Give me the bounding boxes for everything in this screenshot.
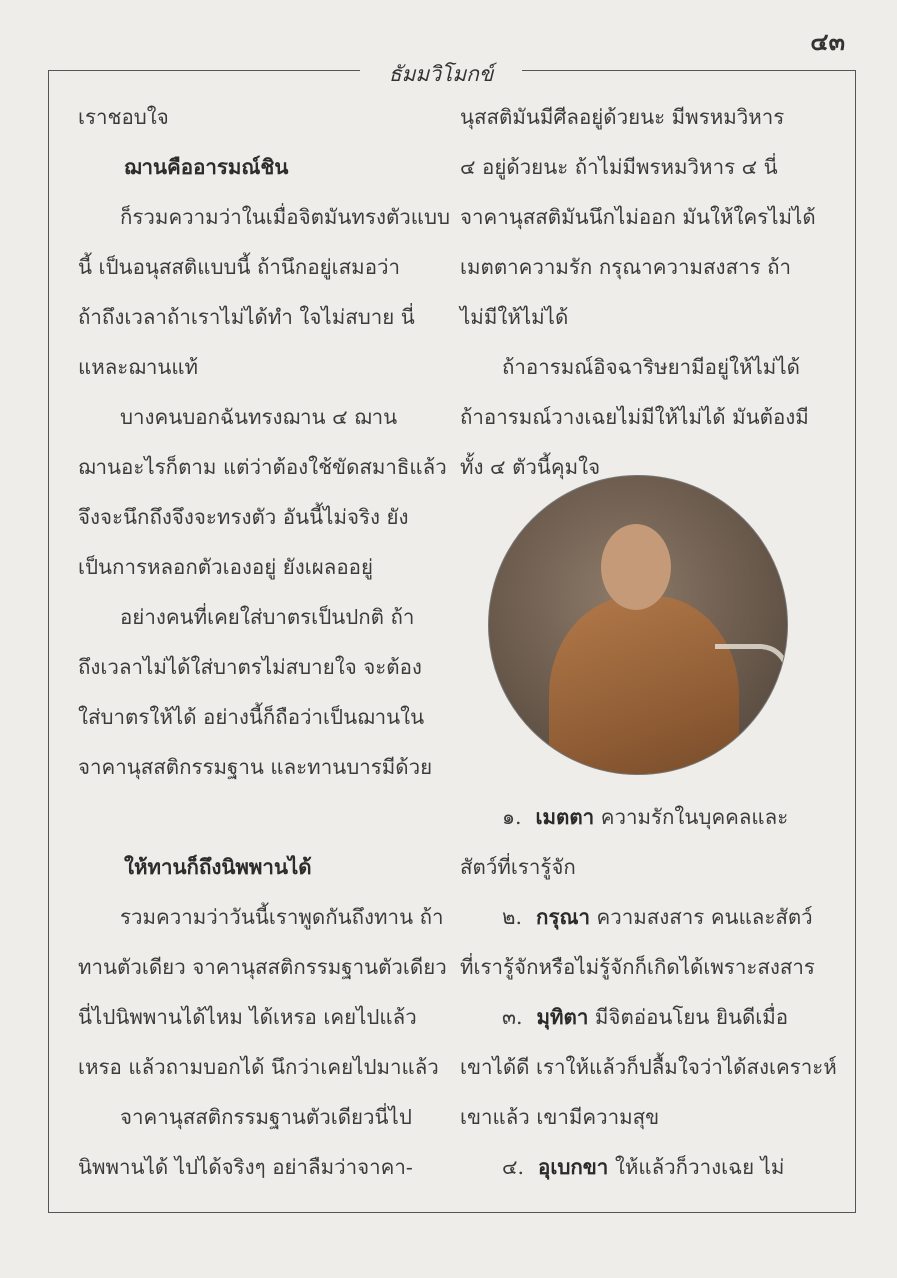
item-number: ๓. (502, 1005, 523, 1029)
text-line: ฌานอะไรก็ตาม แต่ว่าต้องใช้ขัดสมาธิแล้ว (78, 455, 447, 479)
text-line: แหละฌานแท้ (78, 355, 199, 379)
text-line: บางคนบอกฉันทรงฌาน ๔ ฌาน (120, 405, 398, 429)
list-item (460, 792, 822, 842)
section-heading: ฌานคืออารมณ์ชิน (124, 155, 289, 179)
item-text: มีจิตอ่อนโยน ยินดีเมื่อ (594, 1005, 789, 1029)
text-line: ถ้าอารมณ์อิจฉาริษยามีอยู่ให้ไม่ได้ (502, 355, 800, 379)
item-text: ให้แล้วก็วางเฉย ไม่ (614, 1155, 785, 1179)
text-line: นี้ เป็นอนุสสติแบบนี้ ถ้านึกอยู่เสมอว่า (78, 255, 401, 279)
item-number: ๒. (502, 905, 523, 929)
text-line: ถ้าอารมณ์วางเฉยไม่มีให้ไม่ได้ มันต้องมี (460, 405, 809, 429)
text-line: นุสสติมันมีศีลอยู่ด้วยนะ มีพรหมวิหาร (460, 105, 785, 129)
text-line: นี่ไปนิพพานได้ไหม ได้เหรอ เคยไปแล้ว (78, 1005, 417, 1029)
monk-portrait-photo (488, 475, 788, 775)
item-number: ๔. (502, 1155, 525, 1179)
text-line: ถ้าถึงเวลาถ้าเราไม่ได้ทำ ใจไม่สบาย นี่ (78, 305, 415, 329)
text-line: สัตว์ที่เรารู้จัก (460, 855, 576, 879)
text-line: จาคานุสสติกรรมฐาน และทานบารมีด้วย (78, 755, 433, 779)
section-heading: ให้ทานก็ถึงนิพพานได้ (124, 855, 312, 879)
text-line: เหรอ แล้วถามบอกได้ นึกว่าเคยไปมาแล้ว (78, 1055, 439, 1079)
text-line: จาคานุสสติมันนึกไม่ออก มันให้ใครไม่ได้ (460, 205, 816, 229)
text-line: ก็รวมความว่าในเมื่อจิตมันทรงตัวแบบ (120, 205, 451, 229)
text-line: ไม่มีให้ไม่ได้ (460, 305, 569, 329)
text-line: เขาได้ดี เราให้แล้วก็ปลื้มใจว่าได้สงเคราะห์ (460, 1055, 837, 1079)
text-line: อย่างคนที่เคยใส่บาตรเป็นปกติ ถ้า (120, 605, 415, 629)
text-line: นิพพานได้ ไปได้จริงๆ อย่าลืมว่าจาคา- (78, 1155, 413, 1179)
text-line: ถึงเวลาไม่ได้ใส่บาตรไม่สบายใจ จะต้อง (78, 655, 422, 679)
robe-shape (549, 596, 739, 775)
list-item (460, 1142, 822, 1192)
list-item (460, 992, 822, 1042)
text-line: เมตตาความรัก กรุณาความสงสาร ถ้า (460, 255, 792, 279)
text-line: ทานตัวเดียว จาคานุสสติกรรมฐานตัวเดียว (78, 955, 447, 979)
text-line: ๔ อยู่ด้วยนะ ถ้าไม่มีพรหมวิหาร ๔ นี่ (460, 155, 778, 179)
item-term: มุทิตา (536, 1005, 589, 1029)
list-item (460, 892, 822, 942)
text-line: จาคานุสสติกรรมฐานตัวเดียวนี่ไป (120, 1105, 412, 1129)
head-shape (601, 524, 671, 610)
text-line: เราชอบใจ (78, 105, 169, 129)
text-line: เขาแล้ว เขามีความสุข (460, 1105, 660, 1129)
item-term: เมตตา (535, 805, 595, 829)
text-line: ใส่บาตรให้ได้ อย่างนี้ก็ถือว่าเป็นฌานใน (78, 705, 425, 729)
chair-shape (715, 644, 788, 759)
text-line: รวมความว่าวันนี้เราพูดกันถึงทาน ถ้า (120, 905, 444, 929)
item-text: ความสงสาร คนและสัตว์ (596, 905, 813, 929)
text-line: จึงจะนึกถึงจึงจะทรงตัว อันนี้ไม่จริง ยัง (78, 505, 409, 529)
running-head: ธัมมวิโมกข์ (360, 58, 522, 91)
page-number: ๔๓ (810, 27, 845, 56)
item-number: ๑. (502, 805, 522, 829)
text-line: ทั้ง ๔ ตัวนี้คุมใจ (460, 455, 601, 479)
item-term: อุเบกขา (538, 1155, 609, 1179)
left-column (78, 92, 451, 1192)
text-line: ที่เรารู้จักหรือไม่รู้จักก็เกิดได้เพราะสงสาร (460, 955, 815, 979)
item-text: ความรักในบุคคลและ (600, 805, 789, 829)
text-line: เป็นการหลอกตัวเองอยู่ ยังเผลออยู่ (78, 555, 373, 579)
item-term: กรุณา (536, 905, 590, 929)
